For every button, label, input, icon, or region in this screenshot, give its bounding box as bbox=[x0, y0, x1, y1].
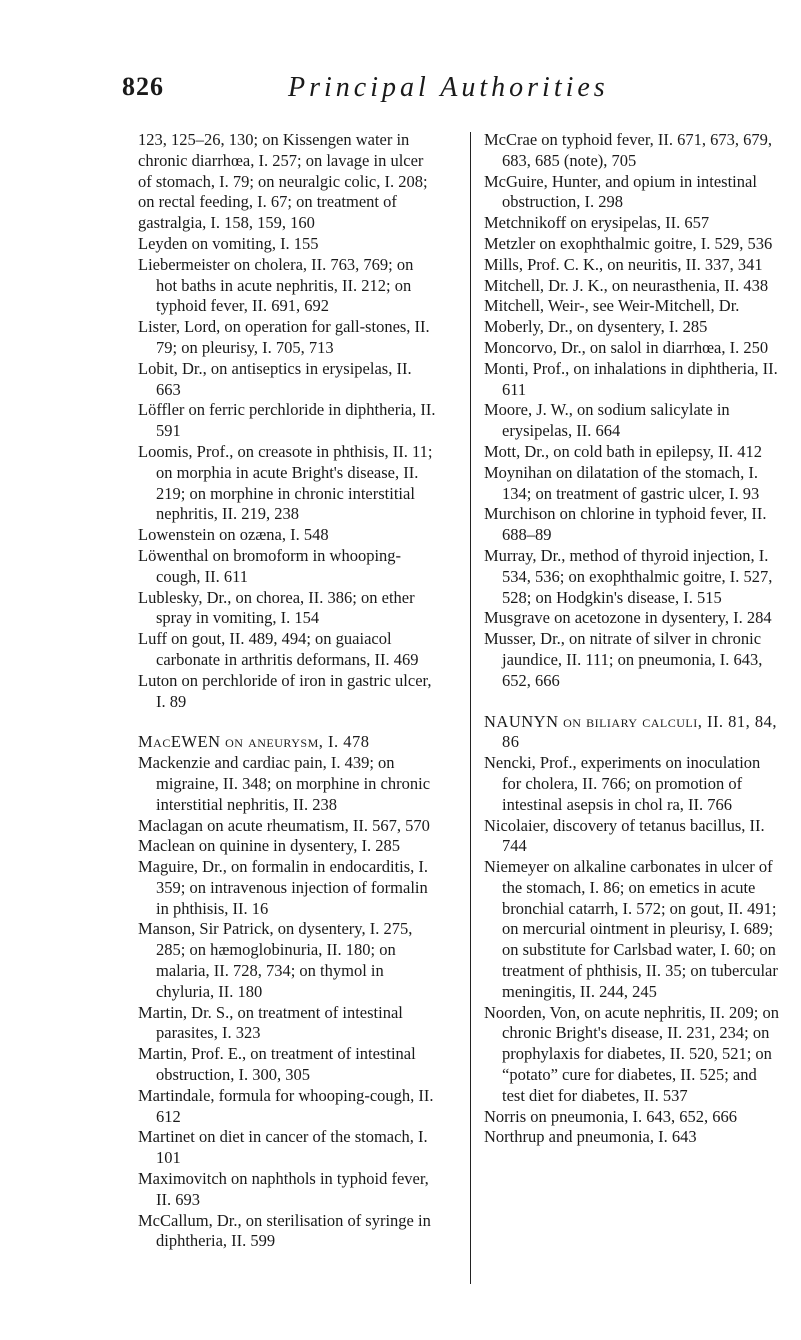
page-header bbox=[122, 72, 762, 112]
index-entry: Murchison on chlorine in typhoid fever, II. 688–89 bbox=[484, 504, 767, 545]
index-entry: Loomis, Prof., on creasote in phthisis, II. 11; on morphia in acute Bright's disease, II. 219; on morphine in chronic interstitial nephritis, II. 219, 238 bbox=[138, 441, 433, 524]
index-entry: Moncorvo, Dr., on salol in diarrhœa, I. 250 bbox=[484, 337, 769, 357]
index-entry: Moberly, Dr., on dysentery, I. 285 bbox=[484, 317, 708, 337]
index-entry: Maclean on quinine in dysentery, I. 285 bbox=[138, 836, 400, 856]
index-entry: 123, 125–26, 130; on Kissengen water in chronic diarrhœa, I. 257; on lavage in ulcer of stomach, I. 79; on neuralgic colic, I. 208; on rectal feeding, I. 67; on treatment of gastralgia, I. 158, 159, 160 bbox=[138, 130, 428, 233]
index-entry: MacEWEN on aneurysm, I. 478 bbox=[138, 732, 370, 752]
index-entry: Leyden on vomiting, I. 155 bbox=[138, 233, 319, 253]
index-entry: Martin, Prof. E., on treatment of intestinal obstruction, I. 300, 305 bbox=[138, 1044, 416, 1085]
index-entry: Martindale, formula for whooping-cough, II. 612 bbox=[138, 1085, 434, 1126]
index-entry: McCallum, Dr., on sterilisation of syringe in diphtheria, II. 599 bbox=[138, 1210, 431, 1251]
index-entry: Mitchell, Weir-, see Weir-Mitchell, Dr. bbox=[484, 296, 740, 316]
index-entry: Löffler on ferric perchloride in diphtheria, II. 591 bbox=[138, 400, 436, 441]
index-entry: Moynihan on dilatation of the stomach, I. 134; on treatment of gastric ulcer, I. 93 bbox=[484, 462, 760, 503]
index-entry: Norris on pneumonia, I. 643, 652, 666 bbox=[484, 1106, 737, 1126]
index-entry: Maclagan on acute rheumatism, II. 567, 570 bbox=[138, 815, 430, 835]
column-divider bbox=[470, 132, 471, 1284]
index-entry: Northrup and pneumonia, I. 643 bbox=[484, 1127, 697, 1147]
index-entry: Martin, Dr. S., on treatment of intestinal parasites, I. 323 bbox=[138, 1002, 403, 1043]
index-entry: Niemeyer on alkaline carbonates in ulcer of the stomach, I. 86; on emetics in acute bronchial catarrh, I. 572; on gout, II. 491; on mercurial ointment in pleurisy, I. 689; on substitute for Carlsbad water, I. 60; on treatment of phthisis, II. 35; on tubercular meningitis, II. 244, 245 bbox=[484, 857, 778, 1001]
index-entry: Nencki, Prof., experiments on inoculation for cholera, II. 766; on promotion of intestinal asepsis in chol ra, II. 766 bbox=[484, 753, 761, 814]
index-entry: Mitchell, Dr. J. K., on neurasthenia, II. 438 bbox=[484, 275, 769, 295]
index-entry: Nicolaier, discovery of tetanus bacillus, II. 744 bbox=[484, 815, 765, 856]
index-entry: Lowenstein on ozæna, I. 548 bbox=[138, 525, 329, 545]
running-head: Principal Authorities bbox=[288, 72, 609, 103]
index-entry: Mott, Dr., on cold bath in epilepsy, II. 412 bbox=[484, 441, 763, 461]
index-column-right bbox=[484, 130, 782, 1148]
index-entry: Lublesky, Dr., on chorea, II. 386; on ether spray in vomiting, I. 154 bbox=[138, 587, 415, 628]
index-entry: Metchnikoff on erysipelas, II. 657 bbox=[484, 213, 710, 233]
index-entry: Manson, Sir Patrick, on dysentery, I. 275, 285; on hæmoglobinuria, II. 180; on malaria, II. 728, 734; on thymol in chyluria, II. 180 bbox=[138, 919, 413, 1001]
index-entry: McCrae on typhoid fever, II. 671, 673, 679, 683, 685 (note), 705 bbox=[484, 130, 773, 170]
index-entry: Luton on perchloride of iron in gastric ulcer, I. 89 bbox=[138, 670, 432, 711]
page-number: 826 bbox=[122, 72, 164, 101]
index-entry: Noorden, Von, on acute nephritis, II. 209; on chronic Bright's disease, II. 231, 234; on prophylaxis for diabetes, II. 520, 521; on “potato” cure for diabetes, II. 525; and test diet for diabetes, II. 537 bbox=[484, 1002, 779, 1105]
index-entry: Liebermeister on cholera, II. 763, 769; on hot baths in acute nephritis, II. 212; on typhoid fever, II. 691, 692 bbox=[138, 254, 414, 316]
index-entry: Maximovitch on naphthols in typhoid fever, II. 693 bbox=[138, 1169, 429, 1209]
index-entry: Lobit, Dr., on antiseptics in erysipelas, II. 663 bbox=[138, 358, 412, 399]
index-entry: Mackenzie and cardiac pain, I. 439; on migraine, II. 348; on morphine in chronic interstitial nephritis, II. 238 bbox=[138, 753, 431, 814]
index-entry: Maguire, Dr., on formalin in endocarditis, I. 359; on intravenous injection of formalin in phthisis, II. 16 bbox=[138, 857, 429, 918]
index-entry: Metzler on exophthalmic goitre, I. 529, 536 bbox=[484, 233, 773, 253]
index-entry: Musgrave on acetozone in dysentery, I. 284 bbox=[484, 608, 772, 628]
index-entry: Monti, Prof., on inhalations in diphtheria, II. 611 bbox=[484, 358, 778, 399]
index-entry: Murray, Dr., method of thyroid injection, I. 534, 536; on exophthalmic goitre, I. 527, 528; on Hodgkin's disease, I. 515 bbox=[484, 545, 773, 607]
index-entry: Lister, Lord, on operation for gall-stones, II. 79; on pleurisy, I. 705, 713 bbox=[138, 317, 430, 357]
index-entry: Musser, Dr., on nitrate of silver in chronic jaundice, II. 111; on pneumonia, I. 643, 652, 666 bbox=[484, 629, 763, 690]
index-column-left bbox=[138, 130, 438, 1252]
index-entry: Löwenthal on bromoform in whooping-cough, II. 611 bbox=[138, 545, 402, 586]
index-entry: Luff on gout, II. 489, 494; on guaiacol carbonate in arthritis deformans, II. 469 bbox=[138, 629, 419, 669]
index-entry: Mills, Prof. C. K., on neuritis, II. 337, 341 bbox=[484, 254, 763, 274]
index-entry: McGuire, Hunter, and opium in intestinal obstruction, I. 298 bbox=[484, 171, 757, 212]
index-entry: Martinet on diet in cancer of the stomach, I. 101 bbox=[138, 1127, 428, 1168]
index-entry: Moore, J. W., on sodium salicylate in erysipelas, II. 664 bbox=[484, 400, 730, 441]
index-entry: NAUNYN on biliary calculi, II. 81, 84, 86 bbox=[484, 711, 778, 752]
